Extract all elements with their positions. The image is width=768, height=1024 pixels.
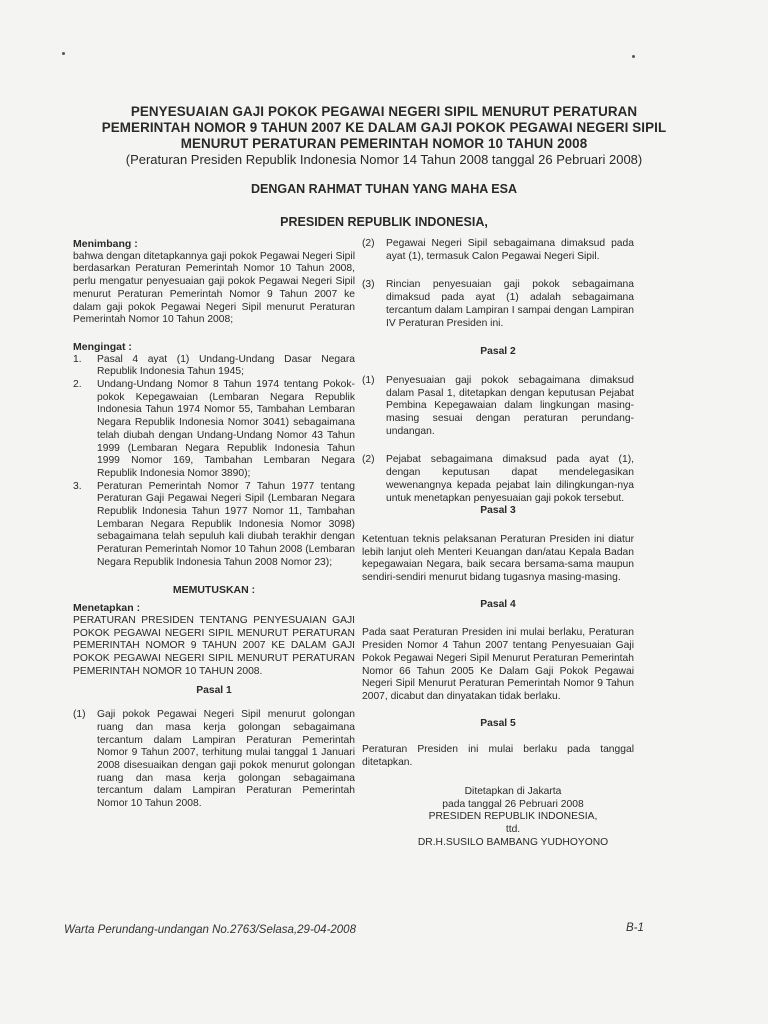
item-number: 3. (73, 480, 82, 492)
menetapkan-text: PERATURAN PRESIDEN TENTANG PENYESUAIAN GAJI POKOK PEGAWAI NEGERI SIPIL MENURUT PERATURAN PEMERINTAH NOMOR 9 TAHUN 2007 KE DALAM GAJI POKOK PEGAWAI NEGERI SIPIL MENURUT PERATURAN PEMERINTAH NOMOR 10 TAHUN 2008. (73, 614, 355, 677)
mengingat-item (73, 379, 355, 481)
document-title (70, 104, 698, 168)
pasal-3-text: Ketentuan teknis pelaksanan Peraturan Presiden ini diatur lebih lanjut oleh Menteri Keuangan dan/atau Kepala Badan kepegawaian Negara, baik secara bersama-sama maupun sendiri-sendiri menurut bidang tugasnya masing-masing. (362, 533, 634, 584)
item-text: Rincian penyesuaian gaji pokok sebagaimana dimaksud pada ayat (1) adalah sebagaimana tercantum dalam Lampiran I sampai dengan Lampiran IV Peraturan Presiden ini. (386, 279, 634, 329)
mengingat-item (73, 354, 355, 379)
item-number: 1. (73, 353, 82, 365)
item-text: Gaji pokok Pegawai Negeri Sipil menurut golongan ruang dan masa kerja golongan sebagaimana tercantum dalam Lampiran Peraturan Pemerintah Nomor 9 Tahun 2007, terhitung mulai tanggal 1 Januari 2008 disesuaikan dengan gaji pokok menurut golongan ruang dan masa kerja golongan sebagaimana tercantum dalam Lampiran Peraturan Pemerintah Nomor 10 Tahun 2008. (97, 709, 355, 810)
item-text: Penyesuaian gaji pokok sebagaimana dimaksud dalam Pasal 1, ditetapkan dengan keputusan Pejabat Pembina Kepegawaian dalam lingkungan masing-masing sesuai dengan peraturan perundang-undangan. (386, 374, 634, 437)
pasal-4-text: Pada saat Peraturan Presiden ini mulai berlaku, Peraturan Presiden Nomor 4 Tahun 2007 tentang Penyesuaian Gaji Pokok Pegawai Negeri Sipil Menurut Peraturan Pemerintah Nomor 66 Tahun 2005 Ke Dalam Gaji Pokok Pegawai Negeri Sipil Menurut Peraturan Pemerintah Nomor 9 Tahun 2007, dicabut dan dinyatakan tidak berlaku. (362, 627, 634, 702)
item-number: (1) (73, 709, 86, 721)
left-column (73, 238, 355, 811)
scan-speck (632, 55, 635, 58)
sign-place: Ditetapkan di Jakarta (464, 785, 562, 797)
mengingat-label: Mengingat : (73, 340, 132, 353)
pasal-1-item (362, 279, 634, 330)
signature-block (392, 786, 634, 850)
item-text: Pegawai Negeri Sipil sebagaimana dimaksud pada ayat (1), termasuk Calon Pegawai Negeri Sipil. (386, 238, 634, 262)
title-line-3: MENURUT PERATURAN PEMERINTAH NOMOR 10 TAHUN 2008 (180, 136, 588, 151)
pasal-2-item (362, 454, 634, 505)
mengingat-item (73, 481, 355, 570)
heading-rahmat: DENGAN RAHMAT TUHAN YANG MAHA ESA (251, 182, 517, 196)
title-line-2: PEMERINTAH NOMOR 9 TAHUN 2007 KE DALAM GAJI POKOK PEGAWAI NEGERI SIPIL (101, 120, 667, 135)
item-number: (2) (362, 238, 375, 249)
sign-name: DR.H.SUSILO BAMBANG YUDHOYONO (417, 836, 609, 848)
pasal-5-text: Peraturan Presiden ini mulai berlaku pada tanggal ditetapkan. (362, 744, 634, 769)
footer-page-number: B-1 (626, 922, 644, 934)
pasal-2-heading: Pasal 2 (480, 346, 516, 358)
pasal-1-item (362, 238, 634, 263)
heading-presiden: PRESIDEN REPUBLIK INDONESIA, (280, 215, 488, 229)
title-line-1: PENYESUAIAN GAJI POKOK PEGAWAI NEGERI SIPIL MENURUT PERATURAN (130, 104, 638, 119)
memutuskan-label: MEMUTUSKAN : (172, 583, 256, 596)
item-number: (3) (362, 279, 375, 291)
sign-date: pada tanggal 26 Pebruari 2008 (442, 798, 584, 810)
item-text: Undang-Undang Nomor 8 Tahun 1974 tentang Pokok-pokok Kepegawaian (Lembaran Negara Republik Indonesia Tahun 1974 Nomor 55, Tambahan Lembaran Negara Republik Indonesia Nomor 3041) sebagaimana telah diubah dengan Undang-Undang Nomor 43 Tahun 1999 (Lembaran Negara Republik Indonesia Tahun 1999 Nomor 169, Tambahan Lembaran Negara Republik Indonesia Nomor 3890); (97, 379, 355, 479)
item-text: Pasal 4 ayat (1) Undang-Undang Dasar Negara Republik Indonesia Tahun 1945; (97, 353, 355, 378)
pasal-2-item (362, 375, 634, 439)
menetapkan-label: Menetapkan : (73, 602, 141, 615)
title-subtitle: (Peraturan Presiden Republik Indonesia Nomor 14 Tahun 2008 tanggal 26 Pebruari 2008) (125, 152, 643, 167)
item-number: (1) (362, 374, 375, 386)
item-text: Pejabat sebagaimana dimaksud pada ayat (1), dengan keputusan dapat mendelegasikan wewenangnya kepada pejabat lain dilingkungan-nya untuk menetapkan penyesuaian gaji pokok tersebut. (386, 454, 634, 504)
scan-speck (62, 52, 65, 55)
footer-publication: Warta Perundang-undangan No.2763/Selasa,29-04-2008 (64, 924, 356, 936)
item-number: (2) (362, 454, 375, 466)
pasal-1-heading: Pasal 1 (196, 684, 232, 696)
pasal-1-item (73, 709, 355, 811)
pasal-4-heading: Pasal 4 (480, 598, 516, 610)
sign-office: PRESIDEN REPUBLIK INDONESIA, (428, 811, 598, 823)
sign-ttd: ttd. (505, 823, 521, 835)
right-column (362, 238, 634, 849)
menimbang-text: bahwa dengan ditetapkannya gaji pokok Pegawai Negeri Sipil berdasarkan Peraturan Pemerintah Nomor 10 Tahun 2008, perlu mengatur penyesuaian gaji pokok Pegawai Negeri Sipil menurut Peraturan Pemerintah Nomor 9 Tahun 2007 ke dalam gaji pokok Pegawai Negeri Sipil menurut Peraturan Pemerintah Nomor 10 Tahun 2008; (73, 250, 355, 326)
item-number: 2. (73, 379, 82, 391)
pasal-5-heading: Pasal 5 (480, 717, 516, 729)
menimbang-label: Menimbang : (73, 238, 138, 250)
pasal-3-heading: Pasal 3 (480, 505, 516, 517)
item-text: Peraturan Pemerintah Nomor 7 Tahun 1977 tentang Peraturan Gaji Pegawai Negeri Sipil (Lembaran Negara Republik Indonesia Tahun 1977 Nomor 11, Tambahan Lembaran Negara Republik Indonesia Nomor 3098) sebagaimana telah sepuluh kali diubah terakhir dengan Peraturan Pemerintah Nomor 10 Tahun 2008 (Lembaran Negara Republik Indonesia Tahun 2008 Nomor 23); (97, 480, 355, 568)
